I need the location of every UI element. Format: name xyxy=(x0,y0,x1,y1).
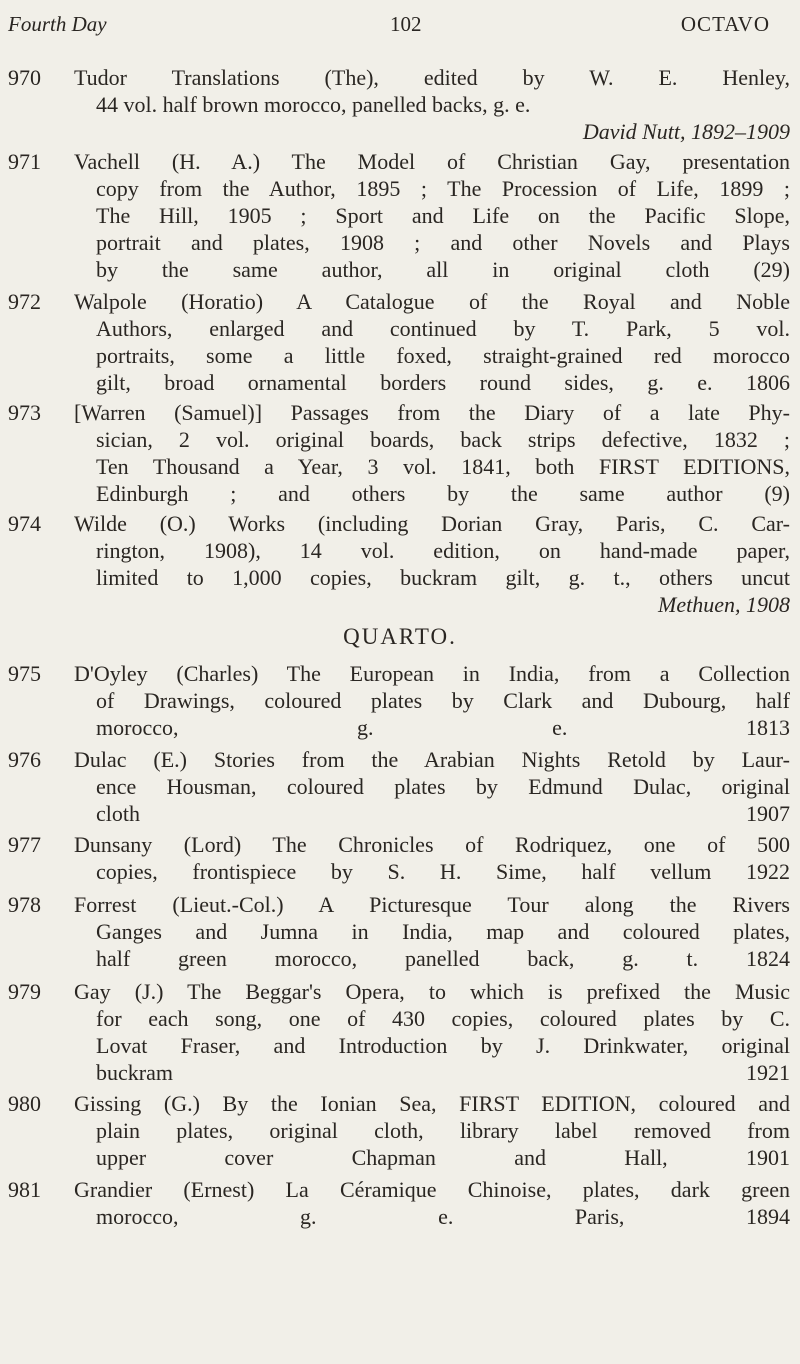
lot-description: Dunsany (Lord) The Chronicles of Rodriquez, one of 500 copies, frontispiece by S. H. Sime, half vellum 1922 xyxy=(74,832,790,884)
lot-description: Forrest (Lieut.-Col.) A Picturesque Tour along the Rivers Ganges and Jumna in India, map and coloured plates, half green morocco, panelled back, g. t. 1824 xyxy=(74,892,790,971)
format-label: OCTAVO xyxy=(680,12,770,36)
lot-number: 979 xyxy=(8,979,41,1004)
lot-number: 975 xyxy=(8,661,41,686)
lot-description: Grandier (Ernest) La Céramique Chinoise, plates, dark green morocco, g. e. Paris, 1894 xyxy=(74,1177,790,1229)
day-label: Fourth Day xyxy=(8,12,107,36)
lot-number: 973 xyxy=(8,400,41,425)
lot-description: Vachell (H. A.) The Model of Christian Gay, presentation copy from the Author, 1895 ; The Procession of Life, 1899 ; The Hill, 1905 ; Sport and Life on the Pacific Slope, portrait and plates, 1908 ; and other Novels and Plays by the same author, all in original cloth (29) xyxy=(74,149,790,282)
lot-number: 978 xyxy=(8,892,41,917)
section-title: QUARTO. xyxy=(343,624,457,649)
page-number: 102 xyxy=(390,12,422,36)
lot-number: 972 xyxy=(8,289,41,314)
lot-description: Wilde (O.) Works (including Dorian Gray, Paris, C. Car- rington, 1908), 14 vol. edition, on hand-made paper, limited to 1,000 copies, buckram gilt, g. t., others uncut Methuen, 1908 xyxy=(74,511,790,617)
page-header xyxy=(8,12,770,42)
lot-number: 980 xyxy=(8,1091,41,1116)
lot-number: 981 xyxy=(8,1177,41,1202)
lot-description: Dulac (E.) Stories from the Arabian Nights Retold by Laur- ence Housman, coloured plates by Edmund Dulac, original cloth 1907 xyxy=(74,747,790,826)
lot-description: [Warren (Samuel)] Passages from the Diary of a late Phy- sician, 2 vol. original boards, back strips defective, 1832 ; Ten Thousand a Year, 3 vol. 1841, both FIRST EDITIONS, Edinburgh ; and others by the same author (9) xyxy=(74,400,790,506)
lot-number: 977 xyxy=(8,832,41,857)
lot-description: Tudor Translations (The), edited by W. E. Henley, 44 vol. half brown morocco, panelled backs, g. e. David Nutt, 1892–1909 xyxy=(74,65,790,144)
lot-description: D'Oyley (Charles) The European in India, from a Collection of Drawings, coloured plates by Clark and Dubourg, half morocco, g. e. 1813 xyxy=(74,661,790,740)
lot-description: Gay (J.) The Beggar's Opera, to which is prefixed the Music for each song, one of 430 copies, coloured plates by C. Lovat Fraser, and Introduction by J. Drinkwater, original buckram 1921 xyxy=(74,979,790,1085)
lot-number: 970 xyxy=(8,65,41,90)
lot-number: 971 xyxy=(8,149,41,174)
lot-description: Walpole (Horatio) A Catalogue of the Royal and Noble Authors, enlarged and continued by T. Park, 5 vol. portraits, some a little foxed, straight-grained red morocco gilt, broad ornamental borders round sides, g. e. 1806 xyxy=(74,289,790,395)
lot-number: 974 xyxy=(8,511,41,536)
lot-number: 976 xyxy=(8,747,41,772)
lot-description: Gissing (G.) By the Ionian Sea, FIRST EDITION, coloured and plain plates, original cloth, library label removed from upper cover Chapman and Hall, 1901 xyxy=(74,1091,790,1170)
